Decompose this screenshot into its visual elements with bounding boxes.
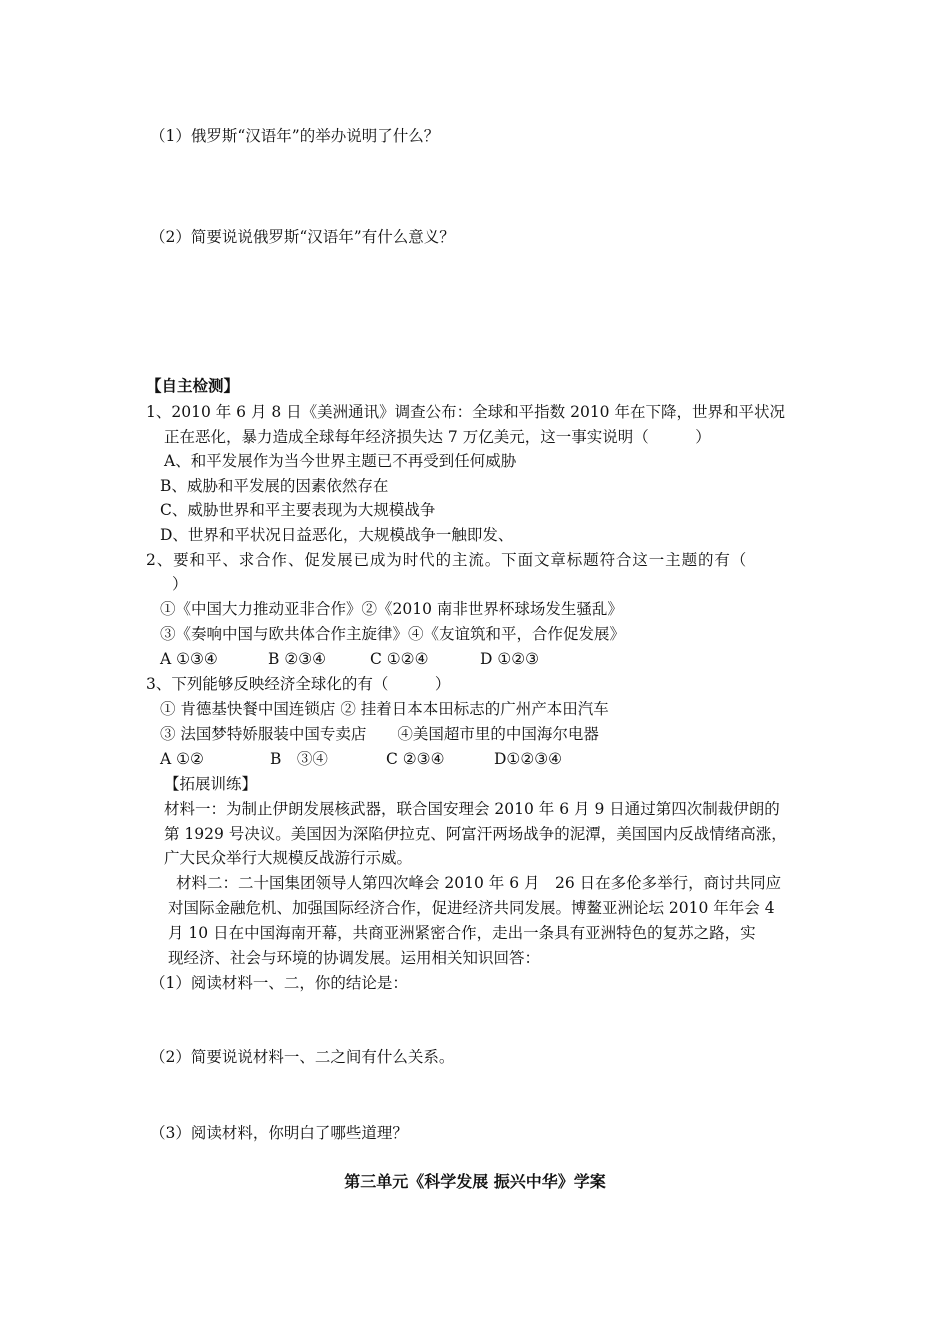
q2-option-d: D ①②③	[480, 650, 540, 668]
question-top-1: （1）俄罗斯“汉语年”的举办说明了什么？	[150, 127, 440, 145]
q2-option-b: B ②③④	[268, 650, 327, 668]
material2-line1: 材料二：二十国集团领导人第四次峰会 2010 年 6 月 26 日在多伦多举行，商讨共同应	[176, 874, 782, 892]
q3-option-a: A ①②	[160, 750, 204, 768]
material1-line3: 广大民众举行大规模反战游行示威。	[164, 849, 413, 867]
material2-line4: 现经济、社会与环境的协调发展。运用相关知识回答：	[168, 949, 541, 967]
q2-stem-line1: 2、要和平、求合作、促发展已成为时代的主流。下面文章标题符合这一主题的有（	[146, 551, 748, 569]
q3-option-c: C ②③④	[386, 750, 445, 768]
q2-items-2: ③《奏响中国与欧共体合作主旋律》④《友谊筑和平，合作促发展》	[160, 625, 626, 643]
self-test-heading: 【自主检测】	[146, 376, 240, 395]
q2-option-c: C ①②④	[370, 650, 429, 668]
q3-stem: 3、下列能够反映经济全球化的有（ ）	[146, 675, 451, 693]
extension-question-3: （3）阅读材料，你明白了哪些道理？	[150, 1124, 408, 1142]
q1-option-c: C、威胁世界和平主要表现为大规模战争	[160, 501, 436, 519]
q2-items-1: ①《中国大力推动亚非合作》②《2010 南非世界杯球场发生骚乱》	[160, 600, 623, 618]
q2-option-a: A ①③④	[160, 650, 218, 668]
extension-heading: 【拓展训练】	[164, 775, 258, 793]
material1-line1: 材料一：为制止伊朗发展核武器，联合国安理会 2010 年 6 月 9 日通过第四次制裁伊朗的	[164, 800, 780, 818]
q1-option-a: A、和平发展作为当今世界主题已不再受到任何威胁	[164, 452, 517, 470]
q3-option-b: B ③④	[270, 750, 328, 768]
material1-line2: 第 1929 号决议。美国因为深陷伊拉克、阿富汗两场战争的泥潭，美国国内反战情绪高涨，	[164, 825, 787, 843]
q3-items-1: ① 肯德基快餐中国连锁店 ② 挂着日本本田标志的广州产本田汽车	[160, 700, 609, 718]
unit-title: 第三单元《科学发展 振兴中华》学案	[344, 1172, 606, 1191]
q1-option-d: D、世界和平状况日益恶化，大规模战争一触即发、	[160, 526, 514, 544]
q2-stem-line2: ）	[172, 575, 188, 593]
q3-items-2: ③ 法国梦特娇服装中国专卖店 ④美国超市里的中国海尔电器	[160, 725, 599, 743]
question-top-2: （2）简要说说俄罗斯“汉语年”有什么意义？	[150, 228, 455, 246]
q3-option-d: D①②③④	[494, 750, 563, 768]
q1-option-b: B、威胁和平发展的因素依然存在	[160, 477, 389, 495]
q1-stem-line2: 正在恶化，暴力造成全球每年经济损失达 7 万亿美元，这一事实说明（ ）	[164, 428, 711, 446]
material2-line3: 月 10 日在中国海南开幕，共商亚洲紧密合作，走出一条具有亚洲特色的复苏之路，实	[168, 924, 756, 942]
material2-line2: 对国际金融危机、加强国际经济合作，促进经济共同发展。博鳌亚洲论坛 2010 年年会 4	[168, 899, 775, 917]
extension-question-1: （1）阅读材料一、二，你的结论是：	[150, 974, 408, 992]
extension-question-2: （2）简要说说材料一、二之间有什么关系。	[150, 1048, 455, 1066]
q1-stem-line1: 1、2010 年 6 月 8 日《美洲通讯》调查公布：全球和平指数 2010 年在下降，世界和平状况	[146, 403, 785, 421]
